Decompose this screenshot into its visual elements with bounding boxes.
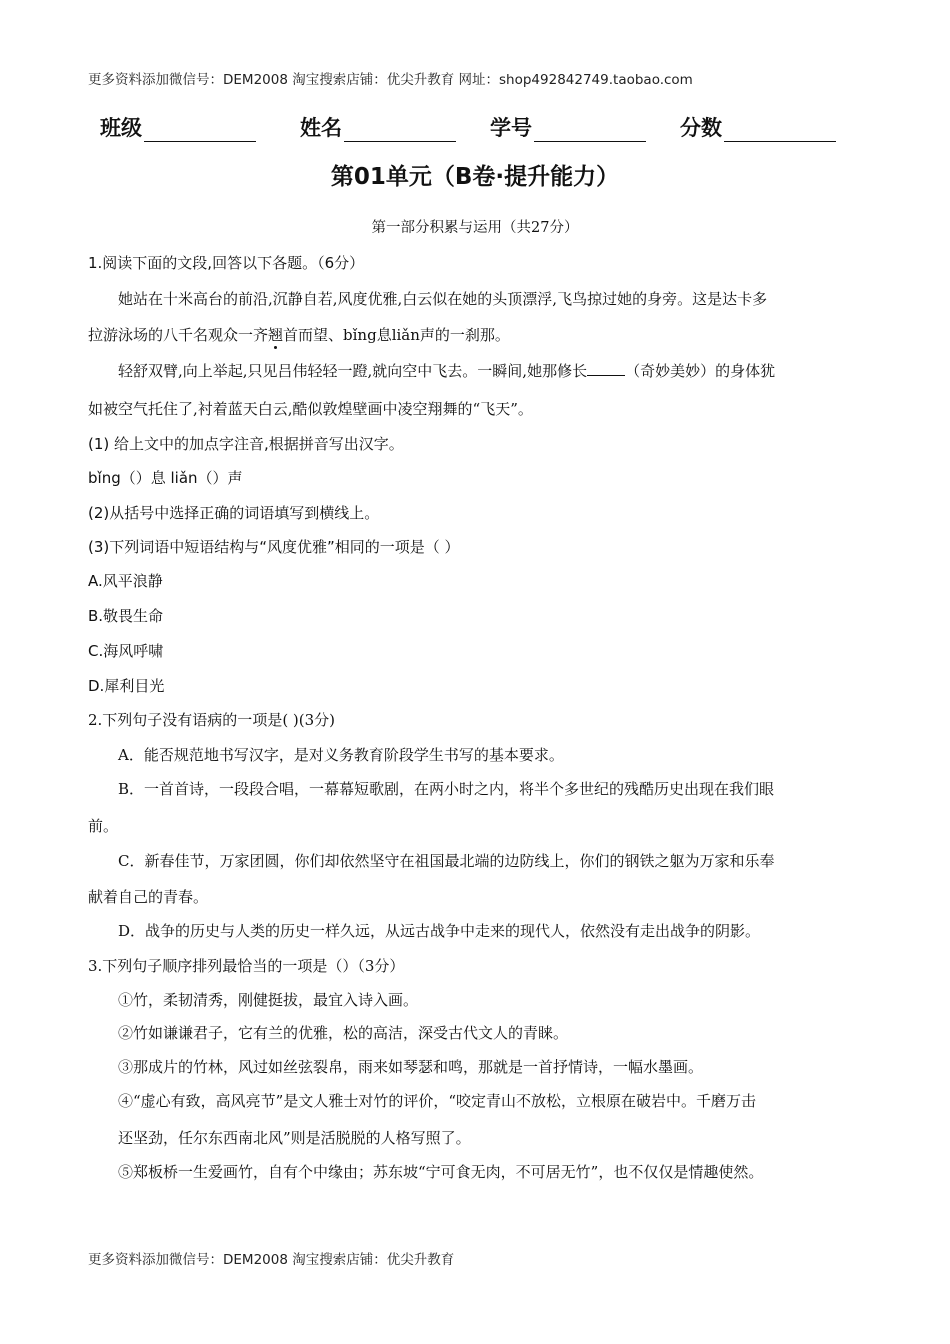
q1-option-d: D.犀利目光 — [88, 677, 165, 695]
section-title: 第一部分积累与运用（共27分） — [371, 220, 579, 236]
score-label: 分数 — [680, 116, 722, 140]
q1-passage-line-3 — [118, 360, 775, 381]
q2-option-b-cont: 前。 — [88, 817, 119, 835]
q1-option-b: B.敬畏生命 — [88, 607, 164, 625]
q2-option-b: B．一首首诗，一段段合唱，一幕幕短歌剧，在两小时之内，将半个多世纪的残酷历史出现在我们眼 — [118, 780, 775, 798]
name-field — [300, 112, 456, 142]
score-field — [680, 112, 836, 142]
name-blank — [344, 119, 456, 142]
q2-option-a: A．能否规范地书写汉字，是对义务教育阶段学生书写的基本要求。 — [118, 746, 564, 764]
q3-sentence-4-cont: 还坚劲，任尔东西南北风”则是活脱脱的人格写照了。 — [118, 1129, 471, 1147]
student-id-blank — [534, 119, 646, 142]
q1-passage-line-4: 如被空气托住了,衬着蓝天白云,酷似敦煌壁画中凌空翔舞的“飞天”。 — [88, 400, 533, 418]
q1-passage-line-2 — [88, 324, 510, 345]
dotted-char: 翘 — [268, 326, 284, 344]
q2-stem: 2.下列句子没有语病的一项是( )(3分) — [88, 711, 336, 729]
q3-sentence-2: ②竹如谦谦君子，它有兰的优雅，松的高洁，深受古代文人的青睐。 — [118, 1024, 569, 1042]
q1-text: （奇妙美妙）的身体犹 — [625, 362, 776, 380]
q1-text: 拉游泳场的八千名观众一齐 — [88, 326, 269, 344]
q1-sub2: (2)从括号中选择正确的词语填写到横线上。 — [88, 504, 380, 522]
class-label: 班级 — [100, 116, 142, 140]
q3-sentence-3: ③那成片的竹林，风过如丝弦裂帛，雨来如琴瑟和鸣，那就是一首抒情诗，一幅水墨画。 — [118, 1058, 704, 1076]
page-title: 第01单元（B卷·提升能力） — [330, 164, 620, 190]
header-note: 更多资料添加微信号：DEM2008 淘宝搜索店铺：优尖升教育 网址：shop492842749.taobao.com — [88, 72, 693, 88]
footer-note: 更多资料添加微信号：DEM2008 淘宝搜索店铺：优尖升教育 — [88, 1252, 455, 1268]
fill-blank — [587, 361, 625, 376]
score-blank — [724, 119, 836, 142]
q1-passage-line: 她站在十米高台的前沿,沉静自若,风度优雅,白云似在她的头顶漂浮,飞鸟掠过她的身旁。这是达卡多 — [118, 290, 768, 308]
student-id-field — [490, 112, 646, 142]
q2-option-d: D．战争的历史与人类的历史一样久远，从远古战争中走来的现代人，依然没有走出战争的阴影。 — [118, 922, 761, 940]
q1-sub1-blanks: bǐng（）息 liǎn（）声 — [88, 469, 243, 487]
q1-sub1: (1) 给上文中的加点字注音,根据拼音写出汉字。 — [88, 435, 404, 453]
q3-sentence-5: ⑤郑板桥一生爱画竹，自有个中缘由；苏东坡“宁可食无肉，不可居无竹”，也不仅仅是情趣使然。 — [118, 1163, 764, 1181]
q2-option-c-cont: 献着自己的青春。 — [88, 888, 209, 906]
student-id-label: 学号 — [490, 116, 532, 140]
q1-option-a: A.风平浪静 — [88, 572, 163, 590]
q3-sentence-4: ④“虚心有致，高风亮节”是文人雅士对竹的评价，“咬定青山不放松，立根原在破岩中。千磨万击 — [118, 1092, 757, 1110]
class-field — [100, 112, 256, 142]
q2-option-c: C．新春佳节，万家团圆，你们却依然坚守在祖国最北端的边防线上，你们的钢铁之躯为万家和乐奉 — [118, 852, 775, 870]
class-blank — [144, 119, 256, 142]
q1-text: 轻舒双臂,向上举起,只见吕伟轻轻一蹬,就向空中飞去。一瞬间,她那修长 — [118, 362, 588, 380]
q1-text: 首而望、bǐng息liǎn声的一刹那。 — [283, 326, 510, 344]
student-info-bar — [100, 112, 860, 144]
q3-sentence-1: ①竹，柔韧清秀，刚健挺拔，最宜入诗入画。 — [118, 991, 419, 1009]
name-label: 姓名 — [300, 116, 342, 140]
q1-sub3: (3)下列词语中短语结构与“风度优雅”相同的一项是（ ） — [88, 538, 460, 556]
q1-stem: 1.阅读下面的文段,回答以下各题。（6分） — [88, 254, 365, 272]
q1-option-c: C.海风呼啸 — [88, 642, 164, 660]
q3-stem: 3.下列句子顺序排列最恰当的一项是（）（3分） — [88, 957, 405, 975]
